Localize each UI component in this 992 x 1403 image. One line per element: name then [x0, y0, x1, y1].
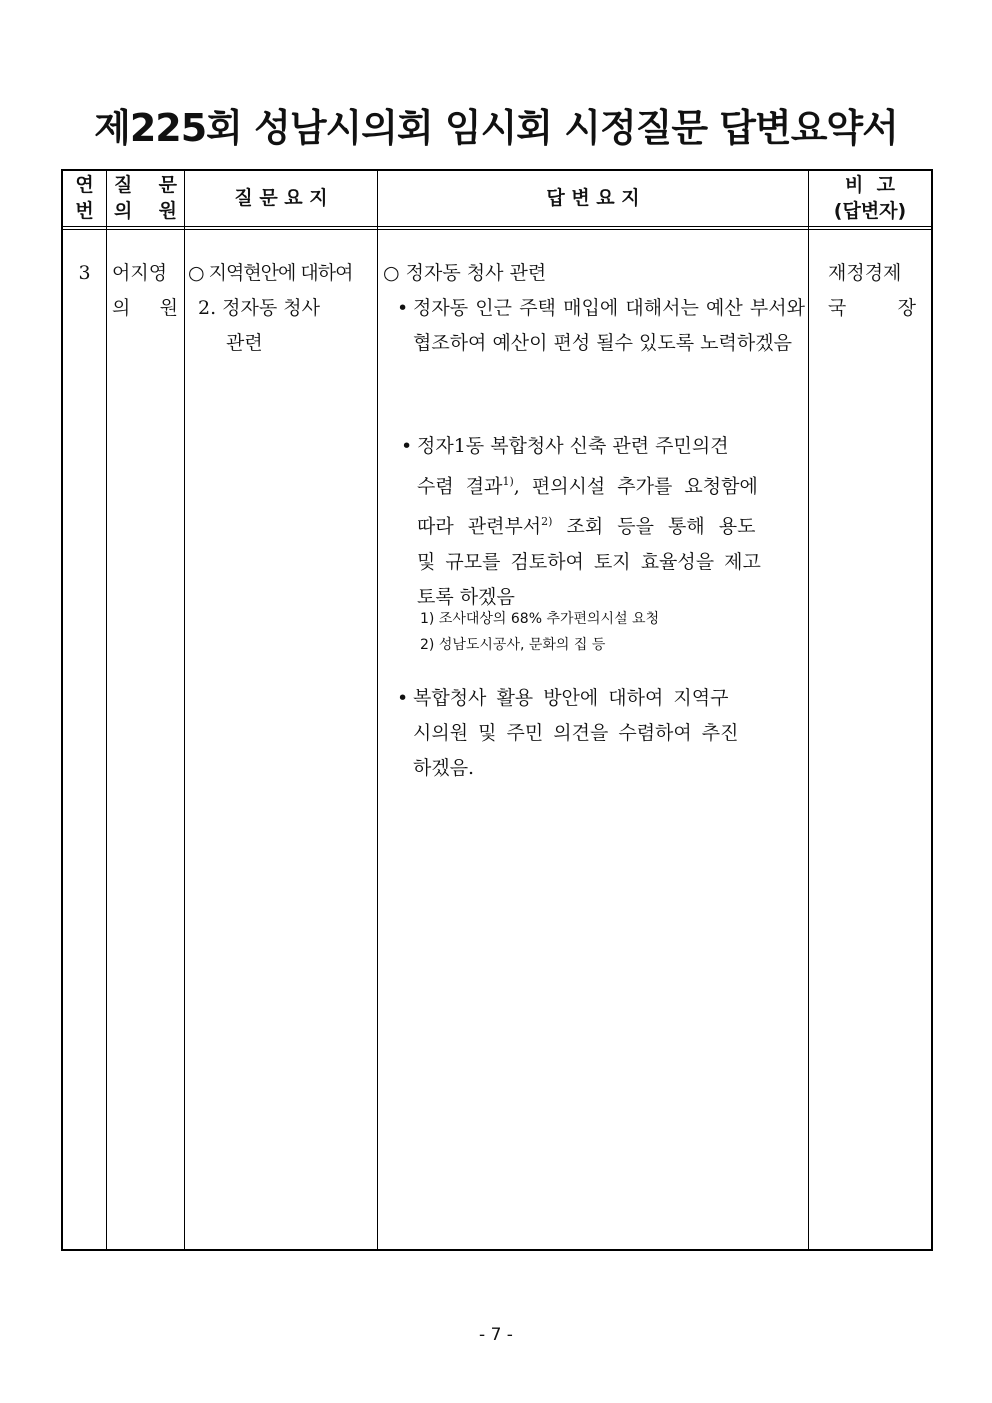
- header-note: [809, 172, 931, 224]
- respondent-title-char: 장: [897, 297, 916, 319]
- header-answer: 답 변 요 지: [546, 187, 640, 209]
- header-asker-char: 원: [158, 200, 177, 222]
- document-title: 제225회 성남시의회 임시회 시정질문 답변요약서: [94, 106, 898, 150]
- column-divider: [377, 171, 378, 1249]
- answer-heading: ○ 정자동 청사 관련: [383, 262, 547, 284]
- row-asker: [112, 256, 178, 326]
- answer-bullet-2-line: [417, 504, 805, 544]
- header-note-bottom: (답변자): [833, 200, 907, 222]
- row-respondent: [828, 256, 916, 326]
- answer-bullet-2: [401, 429, 805, 615]
- asker-name: 어지영: [112, 262, 168, 284]
- header-asker-char: 의: [114, 200, 133, 222]
- answer-summary-table: [61, 169, 933, 1251]
- answer-bullet-2-text: , 편의시설 추가를 요청함에: [513, 475, 758, 498]
- question-item-continued: 관련: [226, 332, 263, 354]
- answer-bullet-3-line: 하겠음.: [413, 757, 475, 779]
- answer-bullet-2-text: 따라 관련부서: [417, 515, 542, 538]
- bullet-mark: •: [401, 435, 413, 457]
- header-question: 질 문 요 지: [234, 187, 328, 209]
- header-number-bottom: 번: [75, 200, 94, 222]
- header-asker-char: 질: [114, 174, 133, 196]
- answer-bullet-2-line: 토록 하겠음: [417, 585, 515, 608]
- header-asker-char: 문: [158, 174, 177, 196]
- answer-bullet-2-line-text: 정자1동 복합청사 신축 관련 주민의견: [417, 435, 729, 457]
- question-item: 2. 정자동 청사: [198, 297, 320, 319]
- respondent-dept: 재정경제: [828, 262, 902, 284]
- answer-bullet-3-line: 시의원 및 주민 의견을 수렴하여 추진: [413, 722, 739, 744]
- answer-bullet-3-line: 복합청사 활용 방안에 대하여 지역구: [413, 687, 729, 709]
- bullet-mark: •: [397, 687, 409, 709]
- column-divider: [184, 171, 185, 1249]
- footnote-ref-2: 2): [541, 515, 553, 529]
- header-divider: [63, 229, 931, 230]
- answer-bullet-1-text: 정자동 인근 주택 매입에 대해서는 예산 부서와 협조하여 예산이 편성 될수 있도록 노력하겠음: [413, 297, 805, 354]
- answer-bullet-3: [397, 681, 805, 786]
- column-divider: [808, 171, 809, 1249]
- answer-bullet-2-line: 및 규모를 검토하여 토지 효율성을 제고: [417, 550, 761, 573]
- footnote-2: 2) 성남도시공사, 문화의 집 등: [420, 637, 606, 653]
- row-question: [188, 256, 376, 361]
- column-divider: [106, 171, 107, 1249]
- header-number: [63, 172, 106, 224]
- footnote-ref-1: 1): [502, 475, 514, 488]
- answer-bullet-2-text: 조회 등을 통해 용도: [552, 515, 756, 538]
- question-topic: ○ 지역현안에 대하여: [188, 262, 353, 284]
- bullet-mark: •: [397, 297, 409, 319]
- footnote-1: 1) 조사대상의 68% 추가편의시설 요청: [420, 611, 660, 627]
- answer-bullet-2-line: [417, 464, 805, 504]
- answer-bullet-2-line: [417, 429, 805, 464]
- answer-bullet-1: [397, 291, 805, 361]
- asker-title-char: 원: [159, 297, 178, 319]
- row-number: 3: [78, 262, 91, 284]
- asker-title-char: 의: [112, 297, 131, 319]
- header-asker: [114, 172, 177, 224]
- page-number: - 7 -: [479, 1325, 513, 1345]
- answer-bullet-2-text: 수렴 결과: [417, 475, 503, 498]
- header-number-top: 연: [75, 174, 94, 196]
- header-note-top: 비 고: [845, 174, 895, 196]
- header-divider: [63, 226, 931, 227]
- respondent-title-char: 국: [828, 297, 847, 319]
- footnote-list: [420, 606, 659, 658]
